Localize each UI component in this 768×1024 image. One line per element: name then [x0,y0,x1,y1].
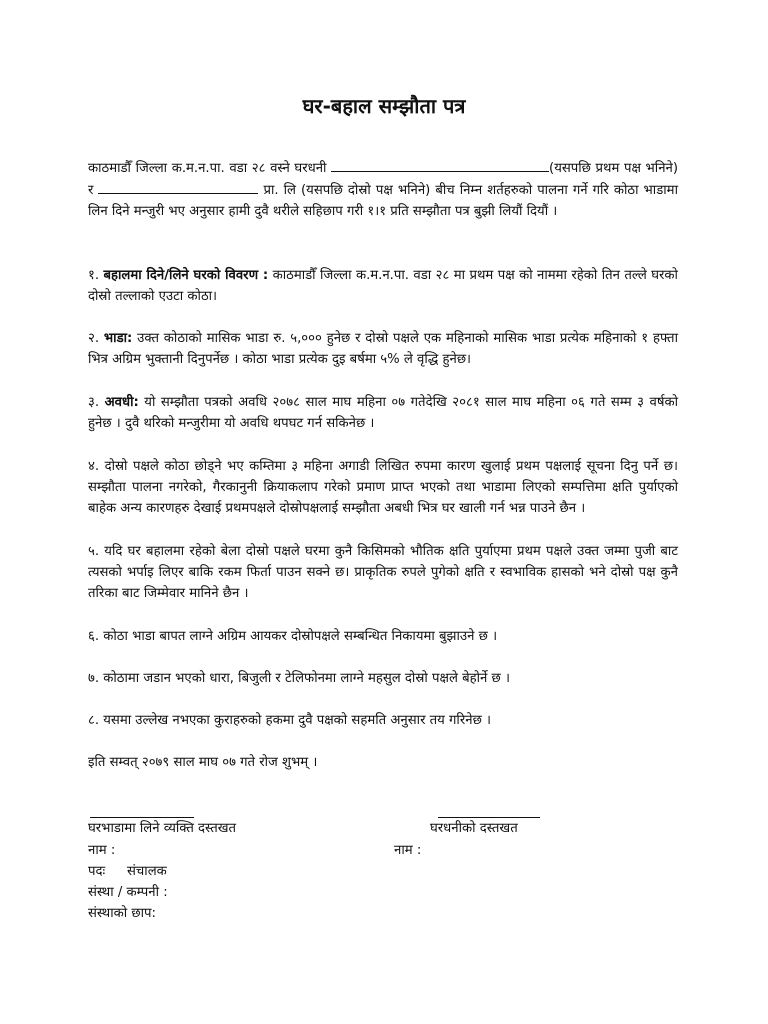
clause-heading: बहालमा दिने/लिने घरको विवरण : [103,268,269,283]
clause-text: काठमाडौँ जिल्ला क.म.न.पा. वडा २८ मा प्रथम पक्ष को नाममा रहेको तिन तल्ले घरको दोस्रो तल्लाको एउटा कोठा। [88,268,678,304]
owner-signature-label: घरधनीको दस्तखत [430,821,518,836]
clause-number: ४. [88,459,100,474]
clause-number: ६. [88,629,100,644]
clause-text: कोठा भाडा बापत लाग्ने अग्रिम आयकर दोस्रोपक्षले सम्बन्धित निकायमा बुझाउने छ । [99,629,498,644]
clause-2 [88,328,678,370]
owner-name-label: नाम : [394,843,422,858]
clause-heading: अवधी: [104,395,139,410]
clause-3 [88,392,678,434]
clause-text: कोठामा जडान भएको धारा, बिजुली र टेलिफोनमा लाग्ने महसुल दोस्रो पक्षले बेहोर्ने छ । [99,671,510,686]
clause-number: २. [88,331,100,346]
clause-5 [88,541,678,604]
clause-text: दोस्रो पक्षले कोठा छोड्ने भए कम्तिमा ३ महिना अगाडी लिखित रुपमा कारण खुलाई प्रथम पक्षलाई सूचना दिनु पर्ने छ। सम्झौता पालना नगरेको, गैरकानुनी क्रियाकलाप गरेको प्रमाण प्राप्त भएको तथा भाडामा लिएको सम्पत्तिमा क्षति पुर्याएको बाहेक अन्य कारणहरु देखाई प्रथमपक्षले दोस्रोपक्षलाई सम्झौता अबधी भित्र घर खाली गर्न भन्न पाउने छैन । [88,459,678,516]
intro-paragraph [88,157,678,222]
post-label: पदः [88,864,106,879]
stamp-label: संस्थाको छाप: [88,906,156,921]
clause-number: ७. [88,671,100,686]
clause-1 [88,265,678,307]
tenant-signature-label: घरभाडामा लिने व्यक्ति दस्तखत [88,821,237,836]
intro-text-1: काठमाडौँ जिल्ला क.म.न.पा. वडा २८ वस्ने घरधनी [88,161,332,176]
company-name-blank[interactable] [98,179,258,194]
document-title: घर-बहाल सम्झौता पत्र [302,94,466,118]
tenant-name-label: नाम : [88,843,116,858]
company-label: संस्था / कम्पनी : [88,885,168,900]
clause-text: यो सम्झौता पत्रको अवधि २०७८ साल माघ महिना ०७ गतेदेखि २०८१ साल माघ महिना ०६ गते सम्म ३ वर्षको हुनेछ । दुवै थरिको मन्जुरीमा यो अवधि थपघट गर्न सकिनेछ । [88,395,678,431]
clause-7 [88,668,678,689]
closing-line: इति सम्वत् २०७९ साल माघ ०७ गते रोज शुभम् । [88,755,318,770]
clause-number: ५. [88,544,100,559]
clause-text: उक्त कोठाको मासिक भाडा रु. ५,००० हुनेछ र दोस्रो पक्षले एक महिनाको मासिक भाडा प्रत्येक महिनाको १ हफ्ता भित्र अग्रिम भुक्तानी दिनुपर्नेछ । कोठा भाडा प्रत्येक दुइ बर्षमा ५% ले वृद्धि हुनेछ। [88,331,678,367]
intro-text-3: प्रा. लि (यसपछि दोस्रो पक्ष भनिने) बीच निम्न शर्तहरुको पालना गर्ने गरि कोठा भाडामा लिन दिने मन्जुरी भए अनुसार हामी दुवै थरीले सहिछाप गरी १।१ प्रति सम्झौता पत्र बुझी लियौं दियौं । [88,183,678,219]
clause-heading: भाडा: [103,331,133,346]
clause-number: ८. [88,713,100,728]
intro-text-2: (यसपछि प्रथम पक्ष भनिने) र [88,161,678,198]
clause-4 [88,456,678,519]
clause-number: १. [88,268,100,283]
clause-6 [88,626,678,647]
clause-text: यदि घर बहालमा रहेको बेला दोस्रो पक्षले घरमा कुनै किसिमको भौतिक क्षति पुर्याएमा प्रथम पक्षले उक्त जम्मा पुजी बाट त्यसको भर्पाइ लिएर बाकि रकम फिर्ता पाउन सक्ने छ। प्राकृतिक रुपले पुगेको क्षति र स्वभाविक हासको भने दोस्रो पक्ष कुनै तरिका बाट जिम्मेवार मानिने छैन । [88,544,678,601]
owner-name-blank[interactable] [331,157,549,172]
post-value: संचालक [127,864,167,879]
clause-text: यसमा उल्लेख नभएका कुराहरुको हकमा दुवै पक्षको सहमति अनुसार तय गरिनेछ । [99,713,491,728]
clause-number: ३. [88,395,100,410]
clause-8 [88,710,678,731]
